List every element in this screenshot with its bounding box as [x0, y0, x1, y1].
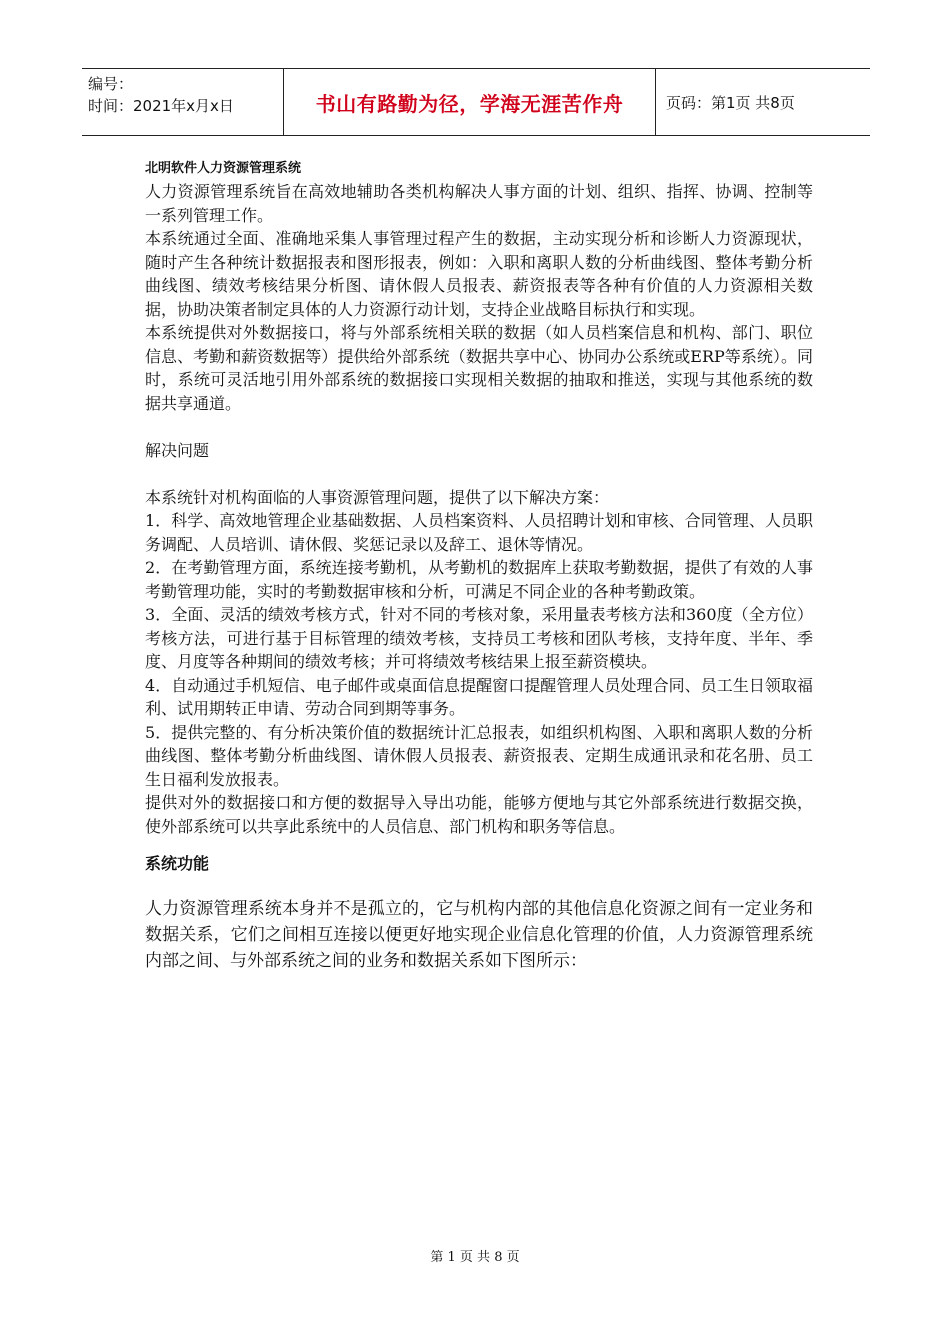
solution-item-5: 5．提供完整的、有分析决策价值的数据统计汇总报表，如组织机构图、入职和离职人数的分析曲线图、整体考勤分析曲线图、请休假人员报表、薪资报表、定期生成通讯录和花名册、员工生日福利发放报表。 — [145, 722, 813, 789]
intro-paragraph-3: 本系统提供对外数据接口，将与外部系统相关联的数据（如人员档案信息和机构、部门、职位信息、考勤和薪资数据等）提供给外部系统（数据共享中心、协同办公系统或ERP等系统）。同时，系统可灵活地引用外部系统的数据接口实现相关数据的抽取和推送，实现与其他系统的数据共享通道。 — [145, 323, 813, 413]
section-heading-functions: 系统功能 — [145, 854, 210, 873]
date-label: 时间：2021年x月x日 — [88, 97, 234, 115]
intro-paragraph-1: 人力资源管理系统旨在高效地辅助各类机构解决人事方面的计划、组织、指挥、协调、控制等一系列管理工作。 — [145, 182, 813, 225]
document-body — [145, 158, 813, 974]
page-footer: 第 1 页 共 8 页 — [430, 1250, 520, 1265]
solution-data-interface: 提供对外的数据接口和方便的数据导入导出功能，能够方便地与其它外部系统进行数据交换，使外部系统可以共享此系统中的人员信息、部门机构和职务等信息。 — [145, 793, 813, 836]
solution-item-3: 3．全面、灵活的绩效考核方式，针对不同的考核对象，采用量表考核方法和360度（全方位）考核方法，可进行基于目标管理的绩效考核，支持员工考核和团队考核，支持年度、半年、季度、月度等各种期间的绩效考核；并可将绩效考核结果上报至薪资模块。 — [145, 605, 813, 671]
intro-paragraph-2: 本系统通过全面、准确地采集人事管理过程产生的数据，主动实现分析和诊断人力资源现状，随时产生各种统计数据报表和图形报表，例如：入职和离职人数的分析曲线图、整体考勤分析曲线图、绩效考核结果分析图、请休假人员报表、薪资报表等各种有价值的人力资源相关数据，协助决策者制定具体的人力资源行动计划，支持企业战略目标执行和实现。 — [145, 229, 813, 319]
page-header — [82, 68, 870, 136]
solution-item-2: 2．在考勤管理方面，系统连接考勤机，从考勤机的数据库上获取考勤数据，提供了有效的人事考勤管理功能，实时的考勤数据审核和分析，可满足不同企业的各种考勤政策。 — [145, 558, 813, 601]
document-title: 北明软件人力资源管理系统 — [145, 161, 302, 176]
header-motto: 书山有路勤为径，学海无涯苦作舟 — [284, 69, 656, 135]
solutions-intro: 本系统针对机构面临的人事资源管理问题，提供了以下解决方案： — [145, 487, 610, 507]
section-heading-solutions: 解决问题 — [145, 440, 210, 460]
functions-paragraph: 人力资源管理系统本身并不是孤立的，它与机构内部的其他信息化资源之间有一定业务和数据关系，它们之间相互连接以便更好地实现企业信息化管理的价值，人力资源管理系统内部之间、与外部系统之间的业务和数据关系如下图所示： — [145, 899, 813, 971]
solution-item-1: 1．科学、高效地管理企业基础数据、人员档案资料、人员招聘计划和审核、合同管理、人员职务调配、人员培训、请休假、奖惩记录以及辞工、退休等情况。 — [145, 511, 813, 554]
solution-item-4: 4．自动通过手机短信、电子邮件或桌面信息提醒窗口提醒管理人员处理合同、员工生日领取福利、试用期转正申请、劳动合同到期等事务。 — [145, 675, 813, 718]
header-meta — [82, 69, 284, 135]
header-page-info: 页码：第1页 共8页 — [666, 93, 795, 112]
number-label: 编号： — [88, 75, 134, 93]
